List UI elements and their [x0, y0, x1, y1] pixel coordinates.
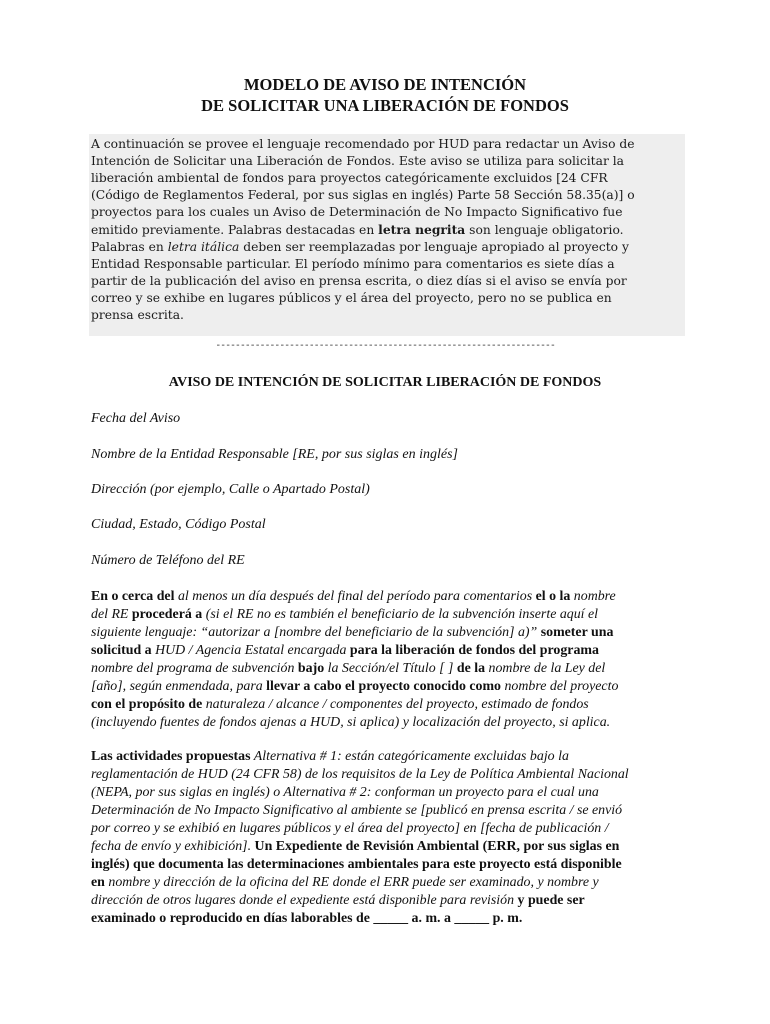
intro-line: A continuación se provee el lenguaje recomendado por HUD para redactar un Aviso de — [91, 137, 635, 151]
bold-text: examinado o reproducido en días laborables de _____ a. m. a _____ p. m. — [91, 911, 523, 926]
intro-text: son lenguaje obligatorio. — [465, 223, 624, 237]
intro-line: partir de la publicación del aviso en prensa escrita, o diez días si el aviso se envía por — [91, 274, 627, 288]
para-line — [91, 714, 691, 732]
bold-text: someter una — [537, 625, 614, 640]
intro-text: Palabras en — [91, 240, 168, 254]
separator-line: --------------------------------------------------------------------- — [215, 340, 555, 351]
intro-text: emitido previamente. Palabras destacadas en — [91, 223, 379, 237]
italic-text: dirección de otros lugares donde el expediente está disponible para revisión — [91, 893, 515, 908]
para-line — [91, 624, 691, 642]
bold-text: para la liberación de fondos del programa — [349, 643, 599, 658]
bold-text: y puede ser — [514, 893, 585, 908]
italic-text: HUD / Agencia Estatal encargada — [151, 643, 350, 658]
bold-text: En o cerca del — [91, 589, 175, 604]
italic-text: al menos un día después del final del período para comentarios — [174, 589, 536, 604]
para-line — [91, 802, 691, 820]
para-line — [91, 856, 691, 874]
paragraph-activities — [91, 748, 691, 928]
bold-example: letra negrita — [378, 222, 466, 237]
para-line — [91, 642, 691, 660]
para-line — [91, 678, 691, 696]
intro-line: liberación ambiental de fondos para proyectos categóricamente excluidos [24 CFR — [91, 171, 608, 185]
para-line — [91, 820, 691, 838]
italic-text: del RE — [91, 607, 129, 622]
bold-text: Un Expediente de Revisión Ambiental (ERR, por sus siglas en — [251, 839, 620, 854]
italic-text: reglamentación de HUD (24 CFR 58) de los requisitos de la Ley de Política Ambiental Nacional — [91, 767, 629, 782]
bold-text: procederá a — [128, 607, 203, 622]
italic-text: (NEPA, por sus siglas en inglés) o Alternativa # 2: conforman un proyecto para el cual una — [91, 785, 599, 800]
italic-text: fecha de envío y exhibición]. — [91, 839, 252, 854]
title-line-2: DE SOLICITAR UNA LIBERACIÓN DE FONDOS — [201, 96, 569, 115]
bold-text: inglés) que documenta las determinaciones ambientales para este proyecto está disponible — [91, 857, 622, 872]
intro-line: Entidad Responsable particular. El período mínimo para comentarios es siete días a — [91, 257, 615, 271]
notice-heading: AVISO DE INTENCIÓN DE SOLICITAR LIBERACIÓN DE FONDOS — [168, 375, 602, 390]
field-entity-name: Nombre de la Entidad Responsable [RE, por sus siglas en inglés] — [91, 447, 458, 462]
italic-text: (si el RE no es también el beneficiario de la subvención inserte aquí el — [202, 607, 599, 622]
italic-text: (incluyendo fuentes de fondos ajenas a HUD, si aplica) y localización del proyecto, si aplica. — [91, 715, 611, 730]
intro-text: deben ser reemplazadas por lenguaje apropiado al proyecto y — [239, 240, 629, 254]
para-line — [91, 696, 691, 714]
italic-text: siguiente lenguaje: “autorizar a [nombre del beneficiario de la subvención] a)” — [91, 625, 538, 640]
italic-text: por correo y se exhibió en lugares públicos y el área del proyecto] en [fecha de publicación / — [91, 821, 609, 836]
intro-line — [91, 239, 683, 256]
intro-line — [91, 221, 683, 239]
italic-text: nombre del programa de subvención — [91, 661, 295, 676]
para-line — [91, 660, 691, 678]
bold-text: el o la — [535, 589, 571, 604]
document-title — [0, 74, 770, 116]
intro-line: (Código de Reglamentos Federal, por sus siglas en inglés) Parte 58 Sección 58.35(a)] o — [91, 188, 635, 202]
italic-text: Alternativa # 1: están categóricamente excluidas bajo la — [250, 749, 569, 764]
italic-text: nombre de la Ley del — [485, 661, 606, 676]
paragraph-request — [91, 588, 691, 732]
field-phone: Número de Teléfono del RE — [91, 553, 245, 568]
italic-text: naturaleza / alcance / componentes del proyecto, estimado de fondos — [202, 697, 589, 712]
bold-text: llevar a cabo el proyecto conocido como — [262, 679, 501, 694]
intro-line: proyectos para los cuales un Aviso de Determinación de No Impacto Significativo fue — [91, 205, 623, 219]
para-line — [91, 892, 691, 910]
bold-text: en — [91, 875, 105, 890]
field-address: Dirección (por ejemplo, Calle o Apartado Postal) — [91, 482, 370, 497]
bold-text: con el propósito de — [91, 697, 203, 712]
italic-text: nombre — [570, 589, 616, 604]
para-line — [91, 588, 691, 606]
italic-example: letra itálica — [167, 240, 240, 254]
intro-line: prensa escrita. — [91, 308, 184, 322]
instructions-box — [89, 134, 685, 336]
title-line-1: MODELO DE AVISO DE INTENCIÓN — [243, 75, 527, 94]
field-city-state-zip: Ciudad, Estado, Código Postal — [91, 517, 266, 532]
italic-text: nombre y dirección de la oficina del RE donde el ERR puede ser examinado, y nombre y — [104, 875, 599, 890]
bold-text: de la — [453, 661, 486, 676]
bold-text: solicitud a — [91, 643, 152, 658]
italic-text: Determinación de No Impacto Significativo al ambiente se [publicó en prensa escrita / se envió — [91, 803, 623, 818]
field-notice-date: Fecha del Aviso — [91, 411, 181, 426]
para-line — [91, 748, 691, 766]
italic-text: la Sección/el Título [ ] — [324, 661, 454, 676]
italic-text: [año], según enmendada, para — [91, 679, 263, 694]
para-line — [91, 606, 691, 624]
para-line — [91, 784, 691, 802]
bold-text: Las actividades propuestas — [91, 749, 251, 764]
italic-text: nombre del proyecto — [501, 679, 619, 694]
bold-text: bajo — [294, 661, 325, 676]
para-line — [91, 910, 691, 928]
intro-line: correo y se exhibe en lugares públicos y el área del proyecto, pero no se publica en — [91, 291, 612, 305]
para-line — [91, 838, 691, 856]
para-line — [91, 874, 691, 892]
para-line — [91, 766, 691, 784]
intro-line: Intención de Solicitar una Liberación de Fondos. Este aviso se utiliza para solicitar la — [91, 154, 624, 168]
